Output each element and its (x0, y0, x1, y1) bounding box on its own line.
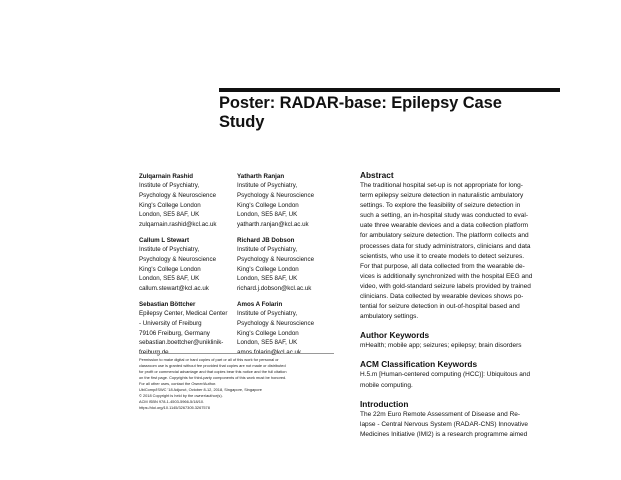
section-heading: Abstract (360, 170, 394, 180)
author-affiliation-line: London, SE5 8AF, UK (139, 211, 200, 219)
section-text-line: for ambulatory seizure detection. The platform collects and (360, 232, 529, 240)
author-affiliation-line: King's College London (237, 329, 299, 337)
section-spacer (360, 351, 560, 359)
author-affiliation-line: Institute of Psychiatry, (139, 245, 200, 253)
author-affiliation-line: King's College London (237, 201, 299, 209)
section-text-line: scientists, who use it to create models to detect seizures. (360, 252, 525, 260)
title-line: Study (219, 113, 265, 131)
author-affiliation-line: London, SE5 8AF, UK (139, 275, 200, 283)
main-text-column (360, 170, 560, 440)
section-text-line: lapse - Central Nervous System (RADAR-CNS) Innovative (360, 420, 528, 428)
author-block (237, 236, 352, 294)
author-affiliation-line: Psychology & Neuroscience (237, 319, 315, 327)
author-name: Zulqarnain Rashid (139, 173, 193, 180)
section (360, 399, 560, 440)
author-name: Amos A Folarin (237, 300, 283, 308)
section-text-line: video, with gold-standard seizure labels provided by trained (360, 282, 531, 290)
permission-line: on the first page. Copyrights for third-party components of this work must be honored. (139, 375, 287, 380)
section-text-line: settings. To explore the feasibility of seizure detection in (360, 202, 521, 210)
section-text-line: clinicians. Data collected by wearable devices shows po- (360, 293, 524, 301)
permission-line: Permission to make digital or hard copies of part or all of this work for personal or (139, 357, 279, 362)
author-affiliation-line: King's College London (139, 265, 201, 273)
permission-line: ACM ISBN 978-1-4503-5966-5/18/10. (139, 399, 205, 404)
section-text-line: such a setting, an in-hospital study was conducted to eval- (360, 212, 529, 220)
section (360, 330, 560, 351)
author-block (237, 300, 352, 358)
author-name: Yatharth Ranjan (237, 173, 285, 180)
author-affiliation-line: London, SE5 8AF, UK (237, 275, 298, 283)
author-affiliation-line: freiburg.de (139, 349, 169, 357)
author-affiliation-line: Institute of Psychiatry, (139, 182, 200, 189)
author-affiliation-line: callum.stewart@kcl.ac.uk (139, 285, 209, 293)
author-affiliation-line: Institute of Psychiatry, (237, 309, 298, 317)
section-heading: Author Keywords (360, 330, 430, 341)
section-heading: ACM Classification Keywords (360, 359, 478, 370)
author-affiliation-line: sebastian.boettcher@uniklinik- (139, 339, 224, 347)
section-text-line: The 22m Euro Remote Assessment of Disease and Re- (360, 410, 521, 418)
author-affiliation-line: Psychology & Neuroscience (237, 191, 315, 199)
author-affiliation-line: zulqarnain.rashid@kcl.ac.uk (139, 221, 217, 229)
author-affiliation-line: King's College London (237, 265, 299, 273)
section-text-line: vices is additionally synchronized with the hospital EEG and (360, 272, 533, 280)
section-text-line: mHealth; mobile app; seizures; epilepsy; brain disorders (360, 342, 522, 350)
permission-line: for profit or commercial advantage and that copies bear this notice and the full citation (139, 369, 287, 374)
section-text-line: term epilepsy seizure detection in naturalistic ambulatory (360, 192, 524, 200)
author-affiliation-line: King's College London (139, 201, 201, 209)
section-text-line: For that purpose, all data collected from the wearable de- (360, 262, 525, 270)
author-affiliation-line: amos.folarin@kcl.ac.uk (237, 349, 302, 357)
section-spacer (360, 391, 560, 399)
permission-rule (139, 353, 334, 354)
section-text-line: H.5.m [Human-centered computing (HCC)]: Ubiquitous and (360, 371, 531, 379)
author-affiliation-line: yatharth.ranjan@kcl.ac.uk (237, 221, 309, 229)
author-affiliation-line: richard.j.dobson@kcl.ac.uk (237, 285, 312, 293)
section-text-line: Medicines Initiative (IMI2) is a research programme aimed (360, 430, 528, 438)
section (360, 359, 560, 390)
section-text-line: The traditional hospital set-up is not appropriate for long- (360, 182, 523, 189)
author-affiliation-line: London, SE5 8AF, UK (237, 211, 298, 219)
section-text-line: mobile computing. (360, 381, 413, 389)
author-affiliation-line: 79106 Freiburg, Germany (139, 329, 210, 337)
author-affiliation-line: Institute of Psychiatry, (237, 245, 298, 253)
author-affiliation-line: - University of Freiburg (139, 319, 202, 327)
section-text-line: uate three wearable devices and a data collection platform (360, 222, 529, 230)
section-text-line: processes data for study administrators, clinicians and data (360, 242, 531, 250)
section-text-line: ambulatory settings. (360, 313, 419, 321)
author-affiliation-line: Psychology & Neuroscience (237, 255, 315, 263)
section-text-line: tential for seizure detection in out-of-hospital based and (360, 303, 520, 311)
author-affiliation-line: Institute of Psychiatry, (237, 182, 298, 189)
author-name: Richard JB Dobson (237, 236, 295, 244)
section-spacer (360, 322, 560, 330)
permission-notice (139, 357, 335, 411)
permission-line: © 2018 Copyright is held by the owner/author(s). (139, 393, 223, 398)
author-affiliation-line: Psychology & Neuroscience (139, 255, 217, 263)
permission-line: https://doi.org/10.1145/3267305.3267578 (139, 405, 210, 410)
paper-title (219, 94, 549, 132)
title-line: Poster: RADAR-base: Epilepsy Case (219, 94, 502, 112)
author-affiliation-line: London, SE5 8AF, UK (237, 339, 298, 347)
permission-line: classroom use is granted without fee provided that copies are not made or distributed (139, 363, 286, 368)
permission-line: For all other uses, contact the Owner/Author. (139, 381, 217, 386)
section (360, 170, 560, 322)
author-affiliation-line: Psychology & Neuroscience (139, 191, 217, 199)
authors-right-column (237, 172, 352, 364)
author-block (237, 172, 352, 230)
title-rule (219, 88, 560, 92)
permission-line: UbiComp/ISWC '18 Adjunct, October 8-12, 2018, Singapore, Singapore (139, 387, 262, 392)
author-name: Callum L Stewart (139, 236, 190, 244)
section-heading: Introduction (360, 398, 409, 409)
author-affiliation-line: Epilepsy Center, Medical Center (139, 309, 228, 317)
author-name: Sebastian Böttcher (139, 300, 196, 308)
